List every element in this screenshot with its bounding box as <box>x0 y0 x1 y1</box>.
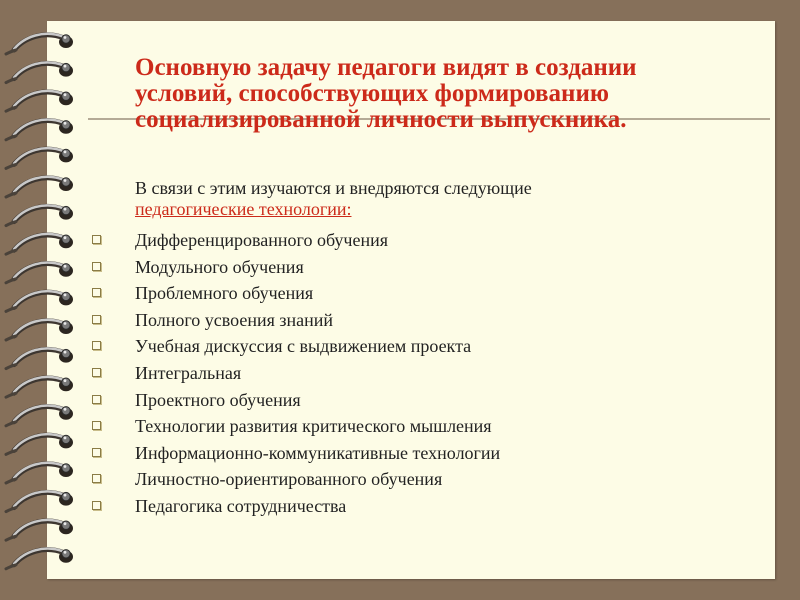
square-bullet-icon <box>92 235 101 244</box>
spiral-binding <box>0 0 90 600</box>
list-item-label: Проблемного обучения <box>135 283 314 304</box>
spiral-ring-icon <box>6 234 73 254</box>
spiral-ring-icon <box>6 434 73 454</box>
list-item <box>92 360 500 387</box>
list-item-label: Учебная дискуссия с выдвижением проекта <box>135 336 472 357</box>
list-item-label: Педагогика сотрудничества <box>135 495 347 516</box>
list-item <box>92 227 500 254</box>
list-item <box>92 493 500 520</box>
technologies-link[interactable]: педагогические технологии: <box>135 199 352 219</box>
spiral-ring-icon <box>6 205 73 225</box>
square-bullet-icon <box>92 368 101 377</box>
list-item <box>92 440 500 467</box>
list-item <box>92 280 500 307</box>
square-bullet-icon <box>92 474 101 483</box>
spiral-ring-icon <box>6 520 73 540</box>
spiral-ring-icon <box>6 406 73 426</box>
spiral-ring-icon <box>6 291 73 311</box>
list-item-label: Полного усвоения знаний <box>135 309 334 330</box>
list-item <box>92 254 500 281</box>
technology-list <box>92 227 500 520</box>
square-bullet-icon <box>92 448 101 457</box>
spiral-ring-icon <box>6 62 73 82</box>
spiral-ring-icon <box>6 120 73 140</box>
square-bullet-icon <box>92 262 101 271</box>
list-item <box>92 387 500 414</box>
list-item-label: Интегральная <box>135 362 242 383</box>
square-bullet-icon <box>92 288 101 297</box>
list-item-label: Личностно-ориентированного обучения <box>135 469 443 490</box>
list-item-label: Дифференцированного обучения <box>135 230 389 250</box>
square-bullet-icon <box>92 501 101 510</box>
spiral-ring-icon <box>6 348 73 368</box>
spiral-ring-icon <box>6 148 73 168</box>
spiral-ring-icon <box>6 320 73 340</box>
square-bullet-icon <box>92 395 101 404</box>
spiral-ring-icon <box>6 34 73 54</box>
spiral-ring-icon <box>6 91 73 111</box>
square-bullet-icon <box>92 341 101 350</box>
list-item-label: Технологии развития критического мышления <box>135 416 492 437</box>
spiral-ring-icon <box>6 377 73 397</box>
spiral-ring-icon <box>6 463 73 483</box>
slide-heading: Основную задачу педагоги видят в создании условий, способствующих формированию социализированной личности выпускника. <box>135 54 637 133</box>
square-bullet-icon <box>92 315 101 324</box>
list-item-label: Проектного обучения <box>135 389 301 410</box>
spiral-ring-icon <box>6 549 73 569</box>
square-bullet-icon <box>92 421 101 430</box>
list-item <box>92 413 500 440</box>
spiral-ring-icon <box>6 491 73 511</box>
spiral-ring-icon <box>6 177 73 197</box>
list-item <box>92 307 500 334</box>
spiral-ring-icon <box>6 263 73 283</box>
intro-paragraph <box>135 178 735 220</box>
list-item <box>92 466 500 493</box>
intro-text: В связи с этим изучаются и внедряются следующие <box>135 178 532 198</box>
list-item-label: Модульного обучения <box>135 256 304 277</box>
list-item <box>92 333 500 360</box>
list-item-label: Информационно-коммуникативные технологии <box>135 442 501 463</box>
